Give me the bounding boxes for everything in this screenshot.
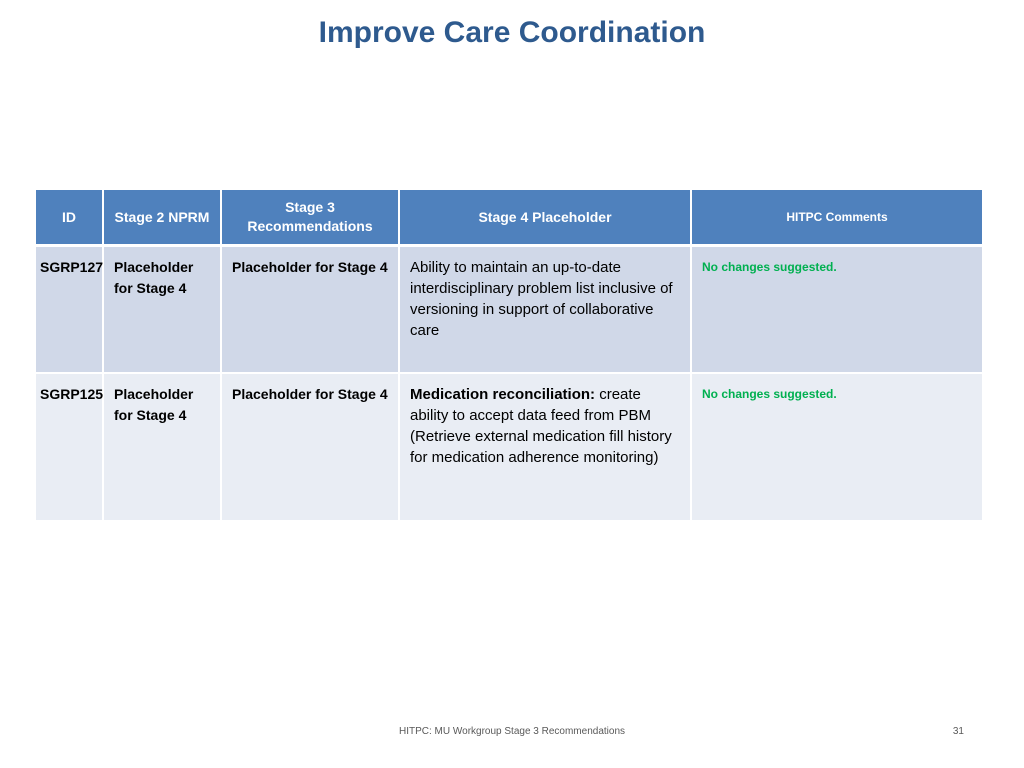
row-comment: No changes suggested. — [691, 246, 983, 374]
table-row — [35, 373, 983, 521]
header-stage4-placeholder: Stage 4 Placeholder — [399, 189, 691, 246]
row-id: SGRP125 — [35, 373, 103, 521]
row-stage3: Placeholder for Stage 4 — [221, 373, 399, 521]
table-row — [35, 246, 983, 374]
footer-text: HITPC: MU Workgroup Stage 3 Recommendations — [398, 726, 625, 737]
row-comment: No changes suggested. — [691, 373, 983, 521]
header-stage3-recommendations: Stage 3 Recommendations — [221, 189, 399, 246]
recommendations-table-container — [34, 188, 982, 522]
slide-title: Improve Care Coordination — [318, 16, 706, 49]
row-stage3: Placeholder for Stage 4 — [221, 246, 399, 374]
row-stage2: Placeholder for Stage 4 — [103, 373, 221, 521]
row-stage4 — [399, 246, 691, 374]
row-id: SGRP127 — [35, 246, 103, 374]
table-header-row — [35, 189, 983, 246]
row-stage4-bold-lead: Medication reconciliation: — [410, 386, 596, 403]
row-stage2: Placeholder for Stage 4 — [103, 246, 221, 374]
page-number: 31 — [952, 726, 964, 737]
row-stage4 — [399, 373, 691, 521]
header-stage2-nprm: Stage 2 NPRM — [103, 189, 221, 246]
recommendations-table — [34, 188, 984, 522]
row-stage4-text: Ability to maintain an up-to-date interdisciplinary problem list inclusive of versioning in support of collaborative care — [410, 259, 673, 339]
header-id: ID — [35, 189, 103, 246]
header-hitpc-comments: HITPC Comments — [691, 189, 983, 246]
row-stage4-text: create ability to accept data feed from PBM (Retrieve external medication fill history for medication adherence monitoring) — [410, 386, 672, 466]
